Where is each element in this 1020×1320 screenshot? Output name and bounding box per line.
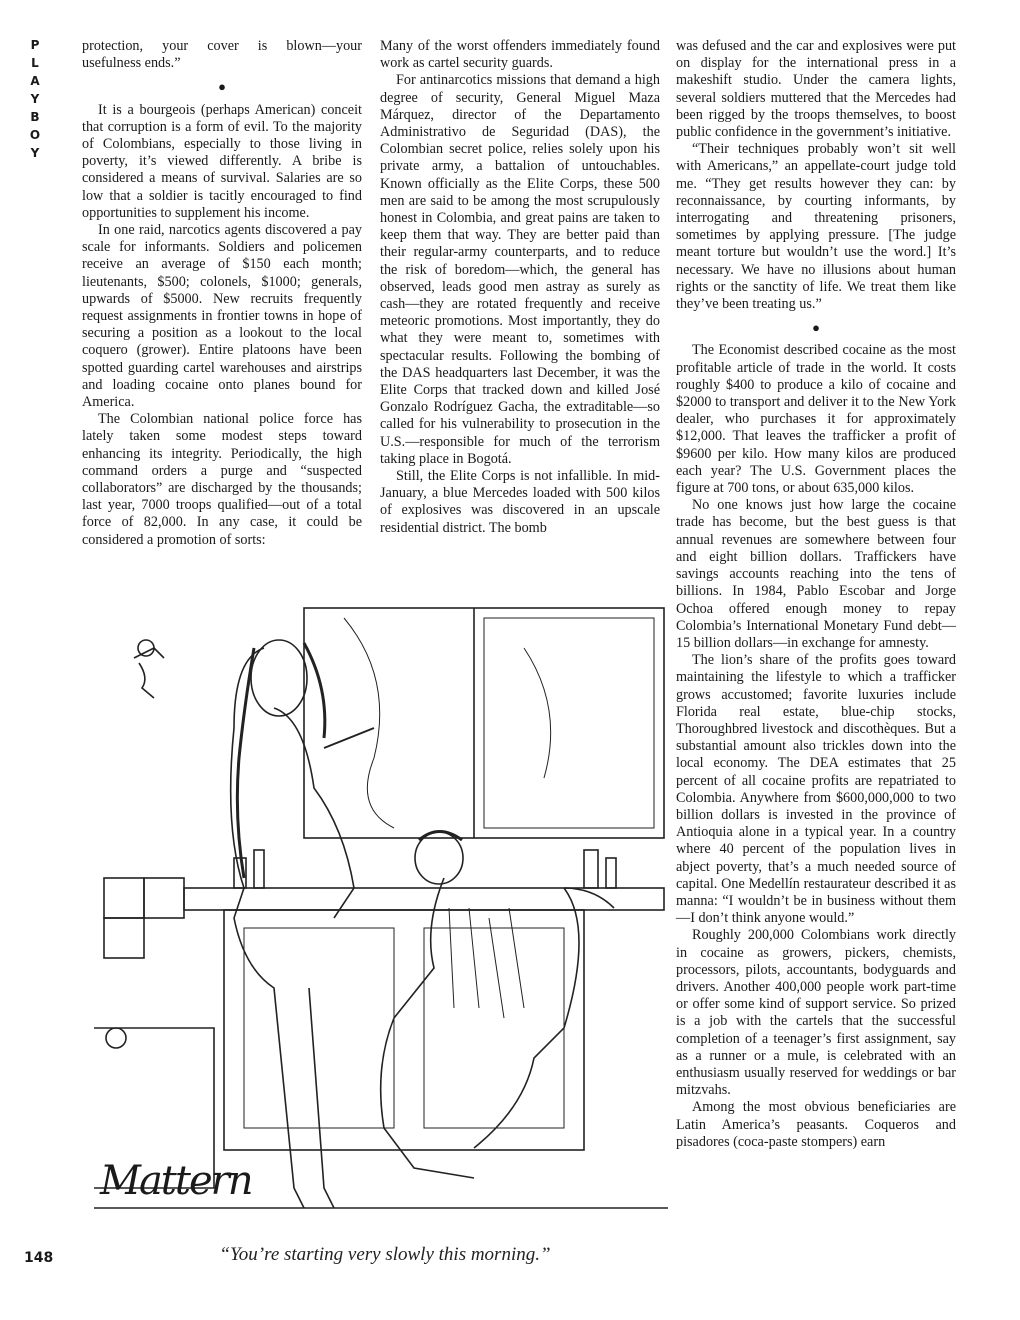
vanity-counter bbox=[184, 888, 664, 910]
artist-signature: Mattern bbox=[100, 1158, 252, 1204]
section-bullet: ● bbox=[218, 79, 226, 95]
paragraph: Many of the worst offenders immediately found work as cartel security guards. bbox=[380, 38, 660, 72]
masthead-letter: A bbox=[30, 74, 40, 88]
masthead-letter: L bbox=[31, 56, 39, 70]
article-column-2 bbox=[380, 38, 660, 537]
cartoon-caption: “You’re starting very slowly this morning.” bbox=[219, 1244, 551, 1265]
paragraph: The Colombian national police force has lately taken some modest steps toward enhancing its integrity. Periodically, the high command orders a purge and “suspected collaborators” are discharged by the thousands; last year, 7000 troops qualified—out of a total force of 82,000. In any case, it could be considered a promotion of sorts: bbox=[82, 411, 362, 548]
man-figure bbox=[381, 878, 614, 1178]
paragraph: “Their techniques probably won’t sit well with Americans,” an appellate-court judge told me. “They get results however they can: by reconnaissance, by courting informants, by interrogating and threatening prisoners, sometimes by applying pressure. [The judge meant torture but wouldn’t use the word.] It’s necessary. We have no illusions about human rights or the sanctity of life. We treat them like they’ve been treating us.” bbox=[676, 141, 956, 313]
paragraph: Among the most obvious beneficiaries are Latin America’s peasants. Coqueros and pisadores (coca-paste stompers) earn bbox=[676, 1099, 956, 1150]
page-number: 148 bbox=[24, 1250, 54, 1266]
paragraph: protection, your cover is blown—your usefulness ends.” bbox=[82, 38, 362, 72]
paragraph: was defused and the car and explosives were put on display for the international press in a makeshift studio. Under the camera lights, several soldiers muttered that the Mercedes had been rigged by the troops themselves, to boost public confidence in the government’s initiative. bbox=[676, 38, 956, 141]
masthead-letter: P bbox=[30, 38, 40, 52]
paragraph: The lion’s share of the profits goes toward maintaining the lifestyle to which a trafficker grows accustomed; favorite luxuries include Florida real estate, blue-chip stocks, Thoroughbred livestock and discothèques. But a substantial amount also trickles down into the local economy. The DEA estimates that 25 percent of all cocaine profits are repatriated to Colombia. Anywhere from $600,000,000 to two billion dollars is invested in the province of Antioquia alone in a typical year. In a country where 40 percent of the population lives in abject poverty, that’s a much needed source of capital. One Medellín restaurateur described it as manna: “I wouldn’t be in business without them—I don’t think anyone would.” bbox=[676, 652, 956, 927]
masthead-letter: B bbox=[30, 110, 40, 124]
article-column-3 bbox=[676, 38, 956, 1151]
masthead-letter: Y bbox=[30, 146, 40, 160]
paragraph: It is a bourgeois (perhaps American) conceit that corruption is a form of evil. To the majority of Colombians, especially to those living in poverty, it’s viewed differently. A bribe is considered a means of survival. Salaries are so low that a soldier is tacitly encouraged to find opportunities to supplement his income. bbox=[82, 101, 362, 221]
section-bullet: ● bbox=[812, 320, 820, 336]
masthead bbox=[26, 36, 44, 162]
paragraph: For antinarcotics missions that demand a high degree of security, General Miguel Maza Márquez, director of the Departamento Administrativo de Seguridad (DAS), the Colombian secret police, relies solely upon his private army, a battalion of untouchables. Known officially as the Elite Corps, these 500 men are said to be among the most scrupulously honest in Colombia, and great pains are taken to keep them that way. They are better paid than their regular-army counterparts, and to reduce the risk of boredom—which, the general has observed, leads good men astray as surely as cash—they are rotated frequently and receive meteoric promotions. Most importantly, they do what they were meant to, sometimes with spectacular results. Following the bombing of the DAS headquarters last December, it was the Elite Corps that tracked down and killed José Gonzalo Rodríguez Gacha, the extraditable—so called for his vulnerability to prosecution in the U.S.—responsible for much of the terrorism taking place in Bogotá. bbox=[380, 72, 660, 467]
cartoon-illustration bbox=[94, 588, 668, 1230]
paragraph: No one knows just how large the cocaine trade has become, but the best guess is that annual revenues are somewhere between four and eight billion dollars. Traffickers have savings accounts reaching into the tens of billions. In 1984, Pablo Escobar and Jorge Ochoa offered enough money to repay Colombia’s International Monetary Fund debt—15 billion dollars—in exchange for amnesty. bbox=[676, 497, 956, 651]
paragraph: Roughly 200,000 Colombians work directly in cocaine as growers, pickers, chemists, processors, pilots, accountants, bodyguards and drivers. Another 400,000 people work part-time or offer some kind of support service. So prized is a job with the cartels that the successful completion of a teenager’s first assignment, say as a runner or a mule, is celebrated with an enthusiasm usually reserved for weddings or bar mitzvahs. bbox=[676, 927, 956, 1099]
masthead-letter: Y bbox=[30, 92, 40, 106]
paragraph: Still, the Elite Corps is not infallible. In mid-January, a blue Mercedes loaded with 500 kilos of explosives was discovered in an upscale residential district. The bomb bbox=[380, 468, 660, 536]
paragraph: The Economist described cocaine as the most profitable article of trade in the world. It costs roughly $400 to produce a kilo of cocaine and $2000 to transport and deliver it to the New York dealer, who purchases it for approximately $12,000. That leaves the trafficker a profit of $9600 per kilo. How many kilos are produced each year? The U.S. Government places the figure at 700 tons, or about 635,000 kilos. bbox=[676, 342, 956, 497]
masthead-letter: O bbox=[29, 128, 41, 142]
article-column-1 bbox=[82, 38, 362, 549]
paragraph: In one raid, narcotics agents discovered a pay scale for informants. Soldiers and policemen receive an average of $150 each month; lieutenants, $500; colonels, $1000; generals, upwards of $5000. New recruits frequently request assignments in frontier towns in hope of securing a position as a lookout to the local coquero (grower). Entire platoons have been spotted guarding cartel warehouses and airstrips and loading cocaine onto planes bound for America. bbox=[82, 222, 362, 411]
